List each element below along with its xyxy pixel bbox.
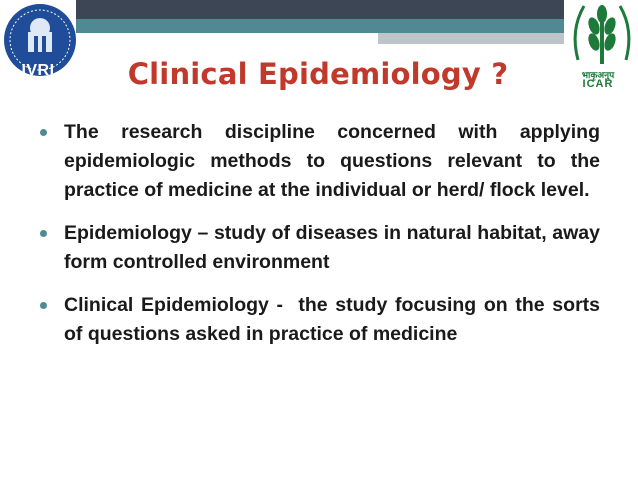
bullet-item: [40, 219, 600, 277]
bullet-dot-icon: [40, 230, 47, 237]
bullet-text: Clinical Epidemiology - the study focusing on the sorts of questions asked in practice of medicine: [64, 294, 606, 345]
bullet-list: [40, 118, 606, 363]
header-band-grey: [378, 33, 564, 44]
ivri-label: IVRI: [21, 62, 55, 79]
header-band-dark: [76, 0, 564, 19]
bullet-dot-icon: [40, 129, 47, 136]
icar-label: ICAR: [582, 78, 614, 90]
slide-title: Clinical Epidemiology ?: [127, 57, 509, 91]
bullet-dot-icon: [40, 302, 47, 309]
bullet-text: The research discipline concerned with applying epidemiologic methods to questions relevant to the practice of medicine at the individual or herd/ flock level.: [64, 121, 600, 201]
icar-hindi-label: भाकृअनुप: [581, 70, 615, 80]
header-band-teal: [76, 19, 564, 33]
bullet-item: [40, 291, 606, 349]
bullet-text: Epidemiology – study of diseases in natural habitat, away form controlled environment: [64, 222, 600, 273]
bullet-item: [40, 118, 600, 205]
